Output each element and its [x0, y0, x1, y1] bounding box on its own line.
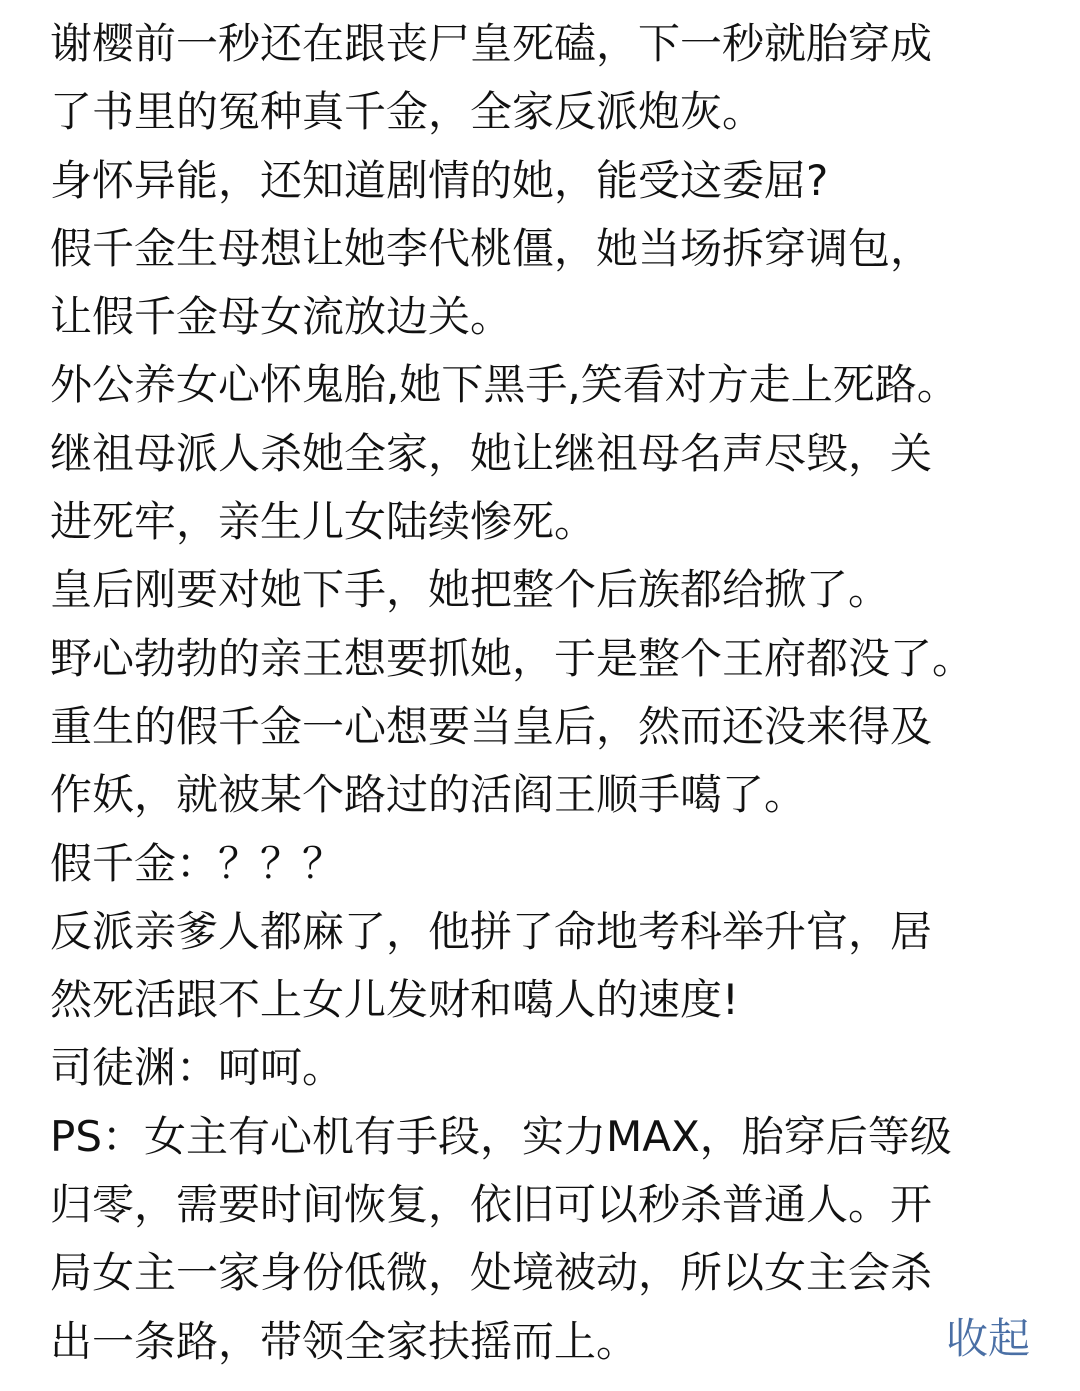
synopsis-line: 假千金：？？？	[50, 838, 345, 888]
synopsis-line: 反派亲爹人都麻了，他拼了命地考科举升官，居	[50, 906, 933, 956]
synopsis-line: 了书里的冤种真千金，全家反派炮灰。	[50, 87, 765, 137]
synopsis-text	[50, 10, 1050, 1376]
synopsis-line: 重生的假千金一心想要当皇后，然而还没来得及	[50, 701, 933, 751]
synopsis-line: 归零，需要时间恢复，依旧可以秒杀普通人。开	[50, 1180, 933, 1230]
synopsis-line: PS：女主有心机有手段，实力MAX，胎穿后等级	[50, 1111, 952, 1161]
synopsis-line: 外公养女心怀鬼胎,她下黑手,笑看对方走上死路。	[50, 360, 959, 410]
synopsis-line: 司徒渊：呵呵。	[50, 1043, 345, 1093]
synopsis-line: 野心勃勃的亲王想要抓她，于是整个王府都没了。	[50, 633, 975, 683]
synopsis-line: 进死牢，亲生儿女陆续惨死。	[50, 497, 597, 547]
synopsis-line: 局女主一家身份低微，处境被动，所以女主会杀	[50, 1248, 933, 1298]
synopsis-line: 谢樱前一秒还在跟丧尸皇死磕，下一秒就胎穿成	[50, 19, 933, 68]
synopsis-line: 假千金生母想让她李代桃僵，她当场拆穿调包，	[50, 223, 933, 273]
collapse-button[interactable]: 收起	[945, 1314, 1030, 1363]
synopsis-line: 让假千金母女流放边关。	[50, 292, 513, 342]
synopsis-line: 作妖，就被某个路过的活阎王顺手噶了。	[50, 770, 807, 820]
synopsis-line: 然死活跟不上女儿发财和噶人的速度!	[50, 975, 739, 1025]
synopsis-line: 身怀异能，还知道剧情的她，能受这委屈?	[50, 155, 829, 205]
synopsis-line: 继祖母派人杀她全家，她让继祖母名声尽毁，关	[50, 428, 933, 478]
synopsis-line: 出一条路，带领全家扶摇而上。	[50, 1316, 639, 1366]
synopsis-line: 皇后刚要对她下手，她把整个后族都给掀了。	[50, 565, 891, 615]
